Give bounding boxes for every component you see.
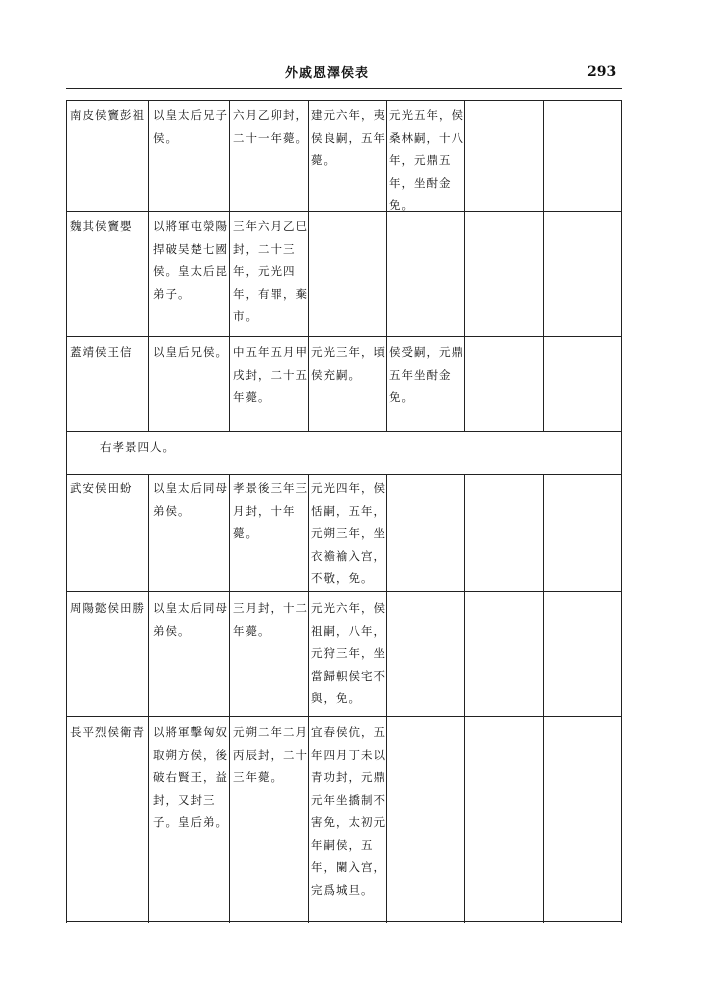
table-cell-name: 長平烈侯衛青 [70,725,145,739]
table-cell-reason: 以將軍屯滎陽捍破吴楚七國侯。皇太后昆弟子。 [153,219,228,301]
table-cell-enfeoffment: 六月乙卯封，二十一年薨。 [233,108,308,145]
table-cell-enfeoffment: 三年六月乙巳封，二十三年，元光四年，有罪，棄市。 [233,219,308,323]
table-cell-reason: 以皇太后兄子侯。 [153,108,228,145]
column-divider [148,474,149,923]
table-cell-enfeoffment: 元朔二年二月丙辰封，二十三年薨。 [233,725,308,784]
table-cell-successor: 元光五年，侯桑林嗣，十八年，元鼎五年，坐酎金免。 [389,108,464,212]
column-divider [229,474,230,923]
row-divider [66,336,622,337]
table-cell-enfeoffment: 中五年五月甲戌封，二十五年薨。 [233,345,308,404]
table-cell-heir: 元光三年，頃侯充嗣。 [311,345,386,382]
row-divider [66,591,622,592]
row-divider [66,431,622,432]
table-cell-successor: 侯受嗣，元鼎五年坐酎金免。 [389,345,464,404]
table-cell-name: 武安侯田蚡 [70,481,133,495]
row-divider [66,474,622,475]
row-divider [66,211,622,212]
table-right-border [621,101,622,923]
table-cell-heir: 元光六年，侯祖嗣，八年，元狩三年，坐當歸軹侯宅不與，免。 [311,601,386,705]
table-left-border [66,101,67,923]
genealogy-table [66,100,622,922]
page-number: 293 [587,64,617,80]
table-cell-reason: 以皇太后同母弟侯。 [153,601,228,638]
table-cell-heir: 元光四年，侯恬嗣，五年，元朔三年，坐衣襜褕入宫，不敬，免。 [311,481,386,585]
section-summary-note: 右孝景四人。 [100,440,175,454]
page-title: 外戚恩澤侯表 [285,66,370,81]
header-rule [66,88,622,89]
column-divider [229,101,230,431]
table-cell-name: 蓋靖侯王信 [70,345,133,359]
table-cell-enfeoffment: 三月封，十二年薨。 [233,601,308,638]
table-cell-name: 周陽懿侯田勝 [70,601,145,615]
column-divider [543,101,544,431]
table-cell-reason: 以皇后兄侯。 [153,345,228,359]
column-divider [543,474,544,923]
table-cell-heir: 建元六年，夷侯良嗣，五年薨。 [311,108,386,167]
table-cell-name: 魏其侯竇嬰 [70,219,133,233]
table-cell-reason: 以將軍擊匈奴取朔方侯，後破右賢王，益封，又封三子。皇后弟。 [153,725,228,829]
column-divider [464,474,465,923]
table-cell-reason: 以皇太后同母弟侯。 [153,481,228,518]
row-divider [66,716,622,717]
table-cell-heir: 宜春侯伉，五年四月丁未以青功封，元鼎元年坐撟制不害免，太初元年嗣侯，五年，闌入宫，完爲城旦。 [311,725,386,897]
column-divider [148,101,149,431]
table-cell-enfeoffment: 孝景後三年三月封，十年薨。 [233,481,308,540]
table-cell-name: 南皮侯竇彭祖 [70,108,145,122]
